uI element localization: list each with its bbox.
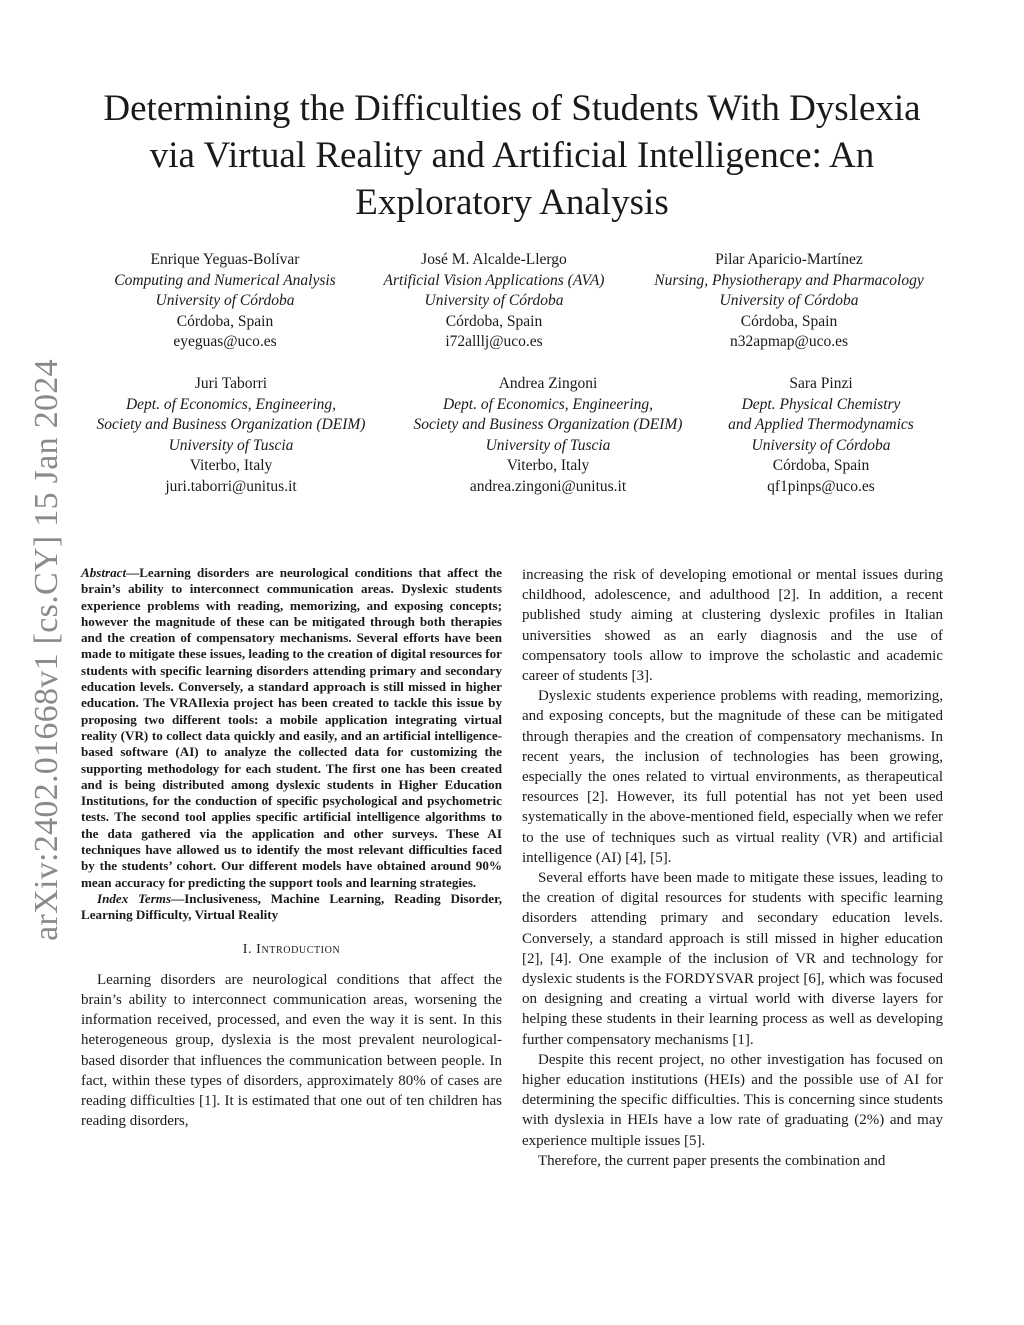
author-university: University of Tuscia bbox=[485, 436, 611, 454]
author-name: Andrea Zingoni bbox=[498, 375, 598, 392]
author-email: i72alllj@uco.es bbox=[445, 333, 543, 350]
author-name: Sara Pinzi bbox=[789, 375, 853, 392]
abstract-label: Abstract bbox=[81, 565, 127, 580]
author-city: Viterbo, Italy bbox=[506, 457, 590, 474]
author-city: Córdoba, Spain bbox=[445, 312, 543, 330]
author-city: Córdoba, Spain bbox=[772, 457, 870, 474]
author-email: qf1pinps@uco.es bbox=[767, 477, 875, 495]
arxiv-identifier-text: arXiv:2402.01668v1 [cs.CY] 15 Jan 2024 bbox=[28, 359, 65, 941]
author-affiliation: Artificial Vision Applications (AVA) bbox=[383, 271, 605, 289]
body-paragraph-5: Therefore, the current paper presents the combination and bbox=[538, 1152, 886, 1169]
author-affiliation-2: Society and Business Organization (DEIM) bbox=[413, 416, 683, 433]
author-university: University of Córdoba bbox=[719, 292, 859, 309]
author-affiliation: Dept. Physical Chemistry bbox=[741, 395, 901, 413]
section-heading-introduction: I. Introduction bbox=[242, 941, 341, 957]
body-paragraph-4: Despite this recent project, no other investigation has focused on higher education institutions (HEIs) and the possible use of AI for determining the specific difficulties. This is concerning since students with dyslexia in HEIs have a low rate of graduating (2%) and may experience multiple issues [5]. bbox=[522, 1051, 943, 1149]
author-email: andrea.zingoni@unitus.it bbox=[469, 477, 627, 495]
author-block-1 bbox=[90, 250, 360, 353]
author-block-3 bbox=[628, 250, 950, 353]
author-affiliation-2: Society and Business Organization (DEIM) bbox=[96, 416, 366, 433]
author-name: Enrique Yeguas-Bolívar bbox=[150, 251, 300, 268]
author-name: Pilar Aparicio-Martínez bbox=[715, 251, 863, 268]
author-affiliation-2: and Applied Thermodynamics bbox=[728, 416, 914, 433]
body-paragraph-3: Several efforts have been made to mitigate these issues, leading to the creation of digital resources for students with specific learning disorders attending primary and secondary education levels. Conversely, a standard approach is still missed in higher education [2], [4]. One example of the inclusion of VR and technology for dyslexic students is the FORDYSVAR project [6], which was focused on designing and creating a virtual world with diverse layers for helping these students in their learning process as well as developing further compensatory mechanisms [1]. bbox=[522, 870, 943, 1048]
arxiv-identifier-stamp bbox=[26, 355, 68, 945]
author-affiliation: Computing and Numerical Analysis bbox=[114, 271, 336, 289]
author-university: University of Córdoba bbox=[424, 292, 564, 309]
author-email: n32apmap@uco.es bbox=[729, 333, 848, 350]
author-block-2 bbox=[360, 250, 628, 353]
author-affiliation: Nursing, Physiotherapy and Pharmacology bbox=[654, 271, 924, 289]
author-email: juri.taborri@unitus.it bbox=[165, 477, 297, 495]
author-city: Viterbo, Italy bbox=[189, 457, 273, 474]
abstract-text: —Learning disorders are neurological conditions that affect the brain’s ability to interconnect communication areas. Dyslexic students experience problems with reading, memorizing, and exposing concepts; however the magnitude of these can be mitigated through both therapies and the creation of compensatory mechanisms. Several efforts have been made to mitigate these issues, leading to the creation of digital resources for students with specific learning disorders attending primary and secondary education levels. Conversely, a standard approach is still missed in higher education. The VRAIlexia project has been created to tackle this issue by proposing two different tools: a mobile application integrating virtual reality (VR) to collect data quickly and easily, and an artificial intelligence-based software (AI) to analyze the collected data for customizing the supporting methodology for each student. The first one has been created and is being distributed among dyslexic students in Higher Education Institutions, for the conduction of specific psychological and psychometric tests. The second tool applies specific artificial intelligence algorithms to the data gathered via the application and other surveys. These AI techniques have allowed us to identify the most relevant difficulties faced by the students’ cohort. Our different models have obtained around 90% mean accuracy for predicting the support tools and learning strategies. bbox=[81, 565, 502, 890]
abstract bbox=[81, 565, 502, 891]
author-email: eyeguas@uco.es bbox=[173, 333, 277, 350]
author-university: University of Córdoba bbox=[155, 292, 295, 309]
paper-title: Determining the Difficulties of Students With Dyslexia via Virtual Reality and Artificial Intelligence: An Exploratory Analysis bbox=[103, 88, 921, 223]
author-name: Juri Taborri bbox=[194, 375, 268, 392]
body-paragraph-2: Dyslexic students experience problems with reading, memorizing, and exposing concepts, but the magnitude of these can be mitigated through therapies and the creation of compensatory mechanisms. In recent years, the inclusion of technologies has been growing, especially the ones related to virtual environments, as therapeutical resources [2]. However, its full potential has not yet been used systematically in the above-mentioned field, especially when we refer to the use of techniques such as virtual reality (VR) and artificial intelligence (AI) [4], [5]. bbox=[522, 688, 943, 866]
author-name: José M. Alcalde-Llergo bbox=[421, 251, 567, 268]
author-city: Córdoba, Spain bbox=[176, 312, 274, 330]
author-affiliation: Dept. of Economics, Engineering, bbox=[442, 395, 654, 413]
right-column bbox=[522, 565, 943, 1171]
index-terms bbox=[81, 891, 502, 924]
body-paragraph-1: increasing the risk of developing emotional or mental issues during childhood, adolescence, and adulthood [2]. In addition, a recent published study aiming at clustering dyslexic profiles in Italian universities showed as an early diagnosis and the use of compensatory tools allow to improve the scholastic and academic career of students [3]. bbox=[522, 567, 943, 685]
author-affiliation: Dept. of Economics, Engineering, bbox=[125, 395, 337, 413]
author-city: Córdoba, Spain bbox=[740, 312, 838, 330]
author-block-5 bbox=[394, 374, 702, 497]
author-block-6 bbox=[710, 374, 932, 497]
intro-paragraph: Learning disorders are neurological conditions that affect the brain’s ability to interconnect communication areas, worsening the information received, processed, and even the way it is sent. In this heterogeneous group, dyslexia is the most prevalent neurological-based disorder that influences the communication between people. In fact, within these types of disorders, approximately 80% of cases are reading difficulties [1]. It is estimated that one out of ten children has reading disorders, bbox=[81, 971, 502, 1130]
left-column bbox=[81, 565, 502, 1131]
index-terms-text: —Inclusiveness, Machine Learning, Reading Disorder, Learning Difficulty, Virtual Reality bbox=[81, 890, 502, 923]
author-block-4 bbox=[78, 374, 384, 497]
index-terms-label: Index Terms bbox=[97, 890, 172, 906]
author-university: University of Tuscia bbox=[168, 436, 294, 454]
author-university: University of Córdoba bbox=[751, 436, 891, 454]
